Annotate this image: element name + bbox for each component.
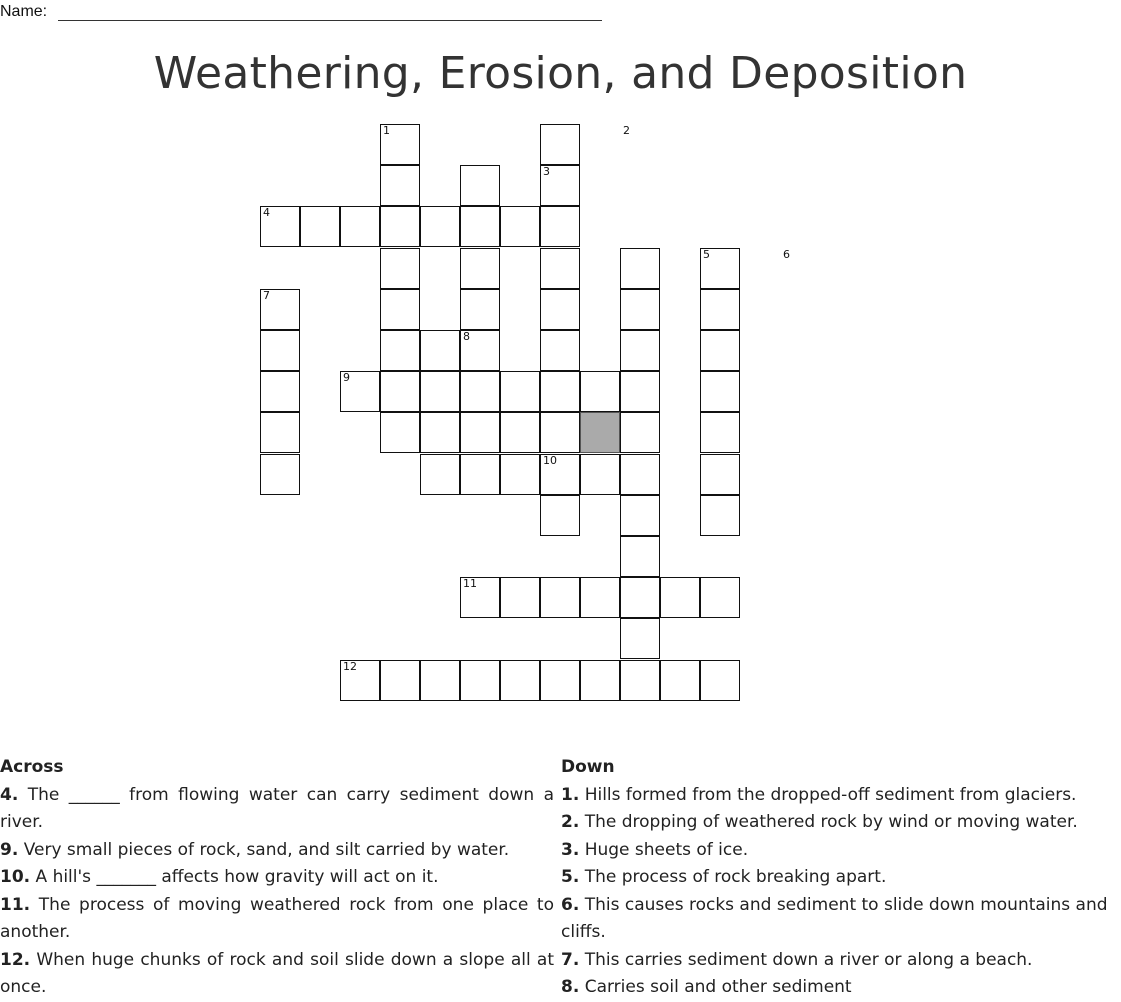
crossword-cell[interactable] xyxy=(700,371,740,412)
crossword-cell[interactable] xyxy=(460,660,500,701)
down-clue: 7. This carries sediment down a river or along a beach. xyxy=(561,949,1033,970)
down-clue: 3. Huge sheets of ice. xyxy=(561,839,749,860)
crossword-cell[interactable] xyxy=(620,618,660,659)
crossword-cell[interactable] xyxy=(620,289,660,330)
page-title: Weathering, Erosion, and Deposition xyxy=(153,48,968,99)
crossword-cell[interactable] xyxy=(460,289,500,330)
crossword-cell[interactable] xyxy=(460,248,500,289)
crossword-cell[interactable] xyxy=(460,454,500,495)
across-clue: 11. The process of moving weathered rock from one place to another. xyxy=(0,894,555,942)
crossword-cell[interactable] xyxy=(420,330,460,371)
crossword-cell[interactable] xyxy=(580,577,620,618)
crossword-cell[interactable] xyxy=(380,412,420,453)
crossword-cell[interactable] xyxy=(420,454,460,495)
crossword-cell[interactable] xyxy=(260,371,300,412)
across-heading: Across xyxy=(0,757,64,777)
crossword-cell[interactable] xyxy=(260,454,300,495)
clue-number: 1 xyxy=(383,124,390,137)
crossword-cell[interactable] xyxy=(460,371,500,412)
crossword-cell[interactable] xyxy=(700,412,740,453)
crossword-cell[interactable] xyxy=(380,165,420,206)
clue-number: 10 xyxy=(543,453,557,467)
across-clue: 10. A hill's _______ affects how gravity will act on it. xyxy=(0,867,439,887)
crossword-cell[interactable] xyxy=(460,412,500,453)
crossword-cell[interactable] xyxy=(380,330,420,371)
crossword-cell[interactable] xyxy=(420,206,460,247)
crossword-cell[interactable] xyxy=(540,495,580,536)
crossword-cell[interactable] xyxy=(620,330,660,371)
crossword-cell[interactable] xyxy=(580,371,620,412)
name-label: Name: xyxy=(0,3,48,20)
across-clue: 9. Very small pieces of rock, sand, and silt carried by water. xyxy=(0,839,510,860)
crossword-cell[interactable] xyxy=(260,330,300,371)
crossword-cell[interactable] xyxy=(420,412,460,453)
shaded-cell xyxy=(580,412,620,453)
across-clue: 12. When huge chunks of rock and soil slide down a slope all at once. xyxy=(0,949,554,997)
crossword-cell[interactable] xyxy=(580,660,620,701)
clue-number: 7 xyxy=(263,288,270,302)
crossword-cell[interactable] xyxy=(380,371,420,412)
crossword-cell[interactable] xyxy=(660,660,700,701)
crossword-cell[interactable] xyxy=(660,577,700,618)
crossword-cell[interactable] xyxy=(540,371,580,412)
clue-number: 3 xyxy=(543,165,550,179)
crossword-cell[interactable] xyxy=(700,289,740,330)
down-clue: 8. Carries soil and other sediment xyxy=(561,977,852,997)
clue-number: 12 xyxy=(343,659,357,673)
clue-number: 8 xyxy=(463,330,470,343)
crossword-cell[interactable] xyxy=(500,371,540,412)
clue-number: 11 xyxy=(463,577,477,591)
crossword-cell[interactable] xyxy=(620,577,660,618)
clue-number: 6 xyxy=(783,247,790,261)
crossword-cell[interactable] xyxy=(540,660,580,701)
crossword-cell[interactable] xyxy=(500,577,540,618)
crossword-cell[interactable] xyxy=(380,660,420,701)
crossword-cell[interactable] xyxy=(300,206,340,247)
crossword-cell[interactable] xyxy=(620,371,660,412)
crossword-cell[interactable] xyxy=(500,206,540,247)
crossword-cell[interactable] xyxy=(420,371,460,412)
crossword-cell[interactable] xyxy=(620,454,660,495)
crossword-cell[interactable] xyxy=(580,454,620,495)
down-heading: Down xyxy=(561,757,615,777)
down-clue: 5. The process of rock breaking apart. xyxy=(561,867,887,887)
crossword-cell[interactable] xyxy=(460,206,500,247)
crossword-cell[interactable] xyxy=(700,330,740,371)
crossword-cell[interactable] xyxy=(500,660,540,701)
crossword-cell[interactable] xyxy=(540,206,580,247)
down-clue: 1. Hills formed from the dropped-off sediment from glaciers. xyxy=(561,784,1077,805)
crossword-cell[interactable] xyxy=(540,248,580,289)
crossword-cell[interactable] xyxy=(620,248,660,289)
crossword-cell[interactable] xyxy=(620,536,660,577)
crossword-cell[interactable] xyxy=(460,165,500,206)
clue-number: 2 xyxy=(623,124,630,137)
down-clue: 6. This causes rocks and sediment to slide down mountains and cliffs. xyxy=(561,894,1108,942)
across-clues xyxy=(0,754,554,1002)
crossword-cell[interactable] xyxy=(540,330,580,371)
crossword-cell[interactable] xyxy=(620,495,660,536)
across-clue: 4. The ______ from flowing water can carry sediment down a river. xyxy=(0,784,555,832)
crossword-cell[interactable] xyxy=(380,248,420,289)
crossword-cell[interactable] xyxy=(540,289,580,330)
crossword-cell[interactable] xyxy=(500,412,540,453)
crossword-cell[interactable] xyxy=(700,577,740,618)
crossword-cell[interactable] xyxy=(500,454,540,495)
clue-number: 4 xyxy=(263,206,270,220)
crossword-cell[interactable] xyxy=(540,124,580,165)
crossword-cell[interactable] xyxy=(540,577,580,618)
crossword-cell[interactable] xyxy=(700,495,740,536)
crossword-cell[interactable] xyxy=(420,660,460,701)
crossword-cell[interactable] xyxy=(540,412,580,453)
down-clue: 2. The dropping of weathered rock by wind or moving water. xyxy=(561,812,1078,832)
crossword-cell[interactable] xyxy=(380,206,420,247)
crossword-cell[interactable] xyxy=(700,454,740,495)
crossword-cell[interactable] xyxy=(340,206,380,247)
clue-number: 5 xyxy=(703,247,710,261)
crossword-cell[interactable] xyxy=(620,660,660,701)
clue-number: 9 xyxy=(343,371,350,385)
crossword-cell[interactable] xyxy=(260,412,300,453)
crossword-cell[interactable] xyxy=(380,289,420,330)
crossword-cell[interactable] xyxy=(700,660,740,701)
down-clues xyxy=(561,754,1117,1002)
crossword-cell[interactable] xyxy=(620,412,660,453)
